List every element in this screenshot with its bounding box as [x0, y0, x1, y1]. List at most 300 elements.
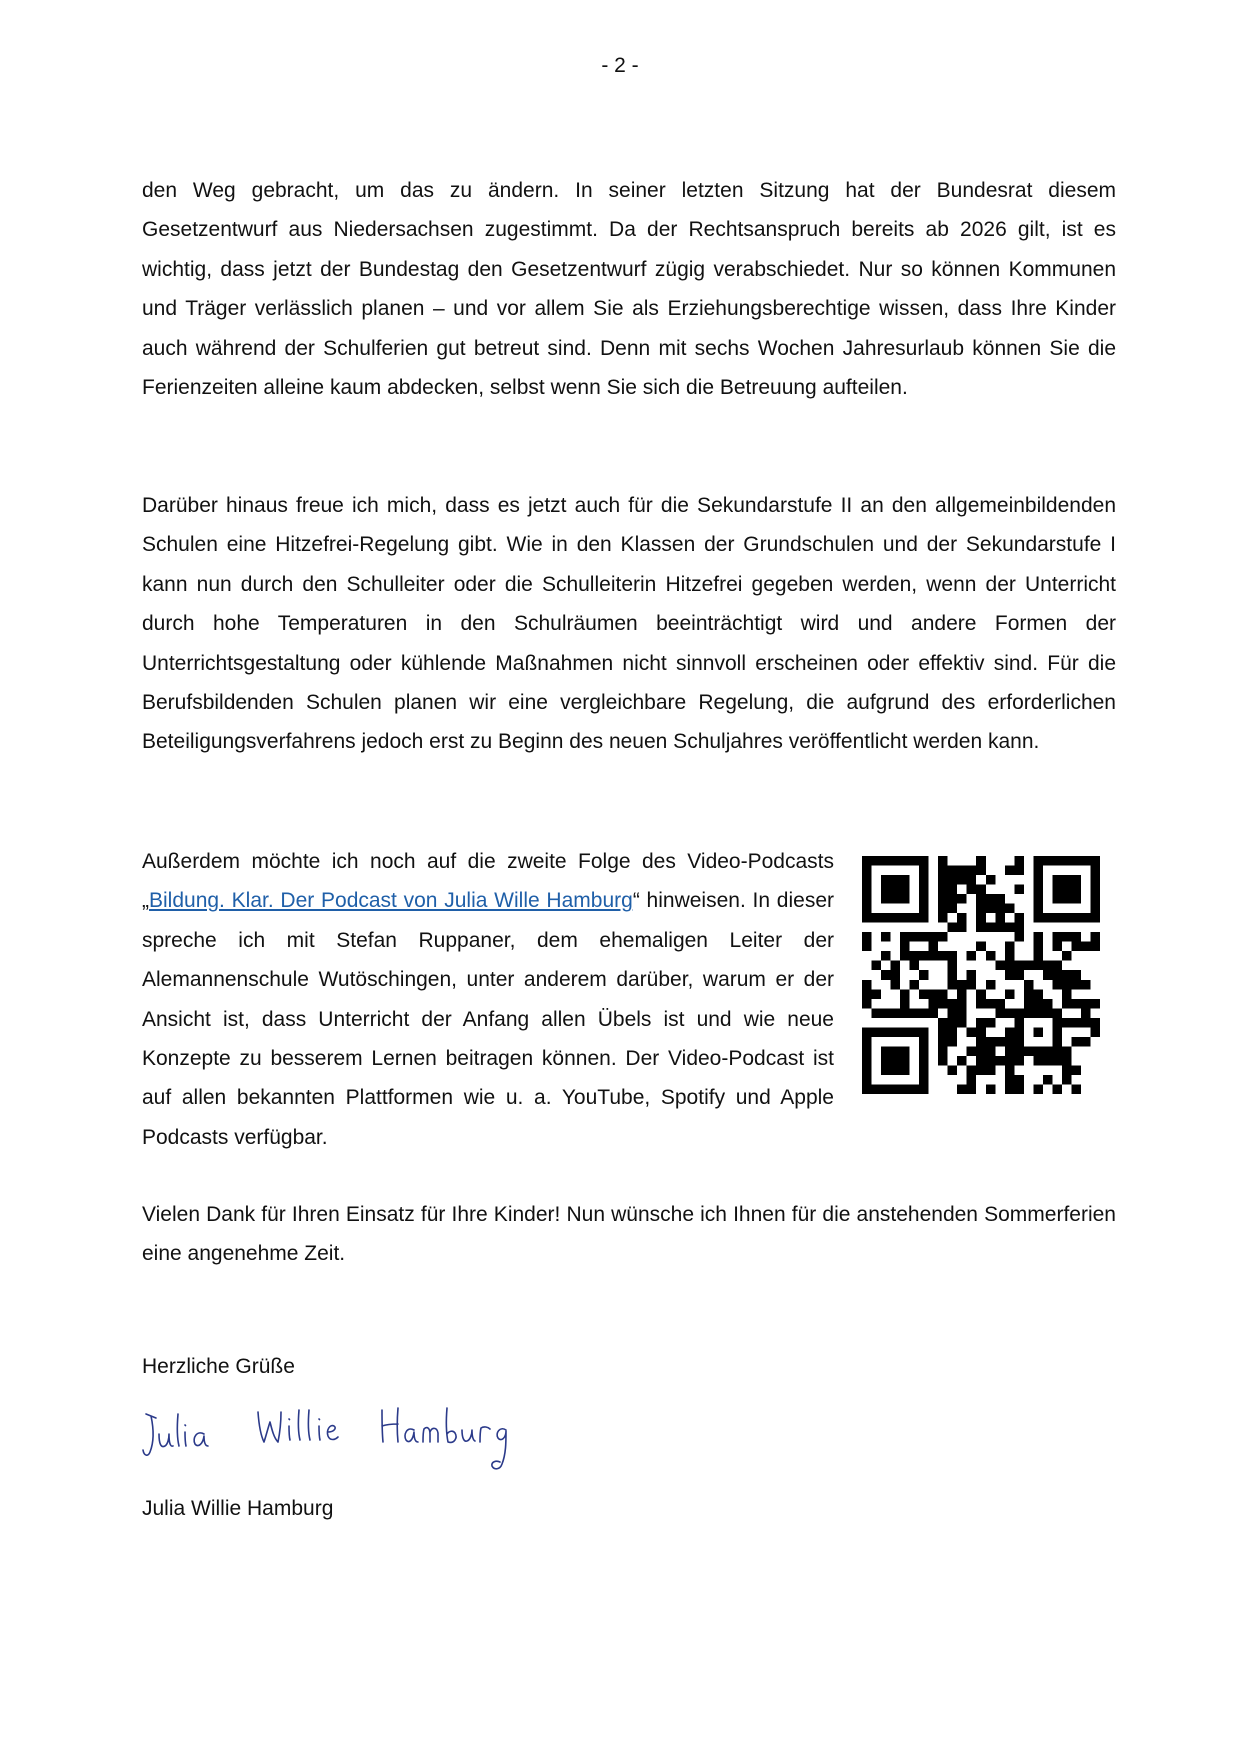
qr-module [862, 1084, 872, 1094]
qr-module [1071, 1065, 1081, 1075]
qr-module [1090, 999, 1100, 1009]
qr-module [1033, 961, 1043, 971]
qr-module [1033, 856, 1043, 866]
qr-module [1071, 856, 1081, 866]
qr-module [1014, 923, 1024, 933]
qr-module [938, 1027, 948, 1037]
qr-module [1052, 980, 1062, 990]
qr-module [967, 866, 977, 876]
qr-module [976, 885, 986, 895]
qr-module [948, 1037, 958, 1047]
qr-module [995, 999, 1005, 1009]
qr-module [938, 951, 948, 961]
qr-module [938, 1046, 948, 1056]
qr-module [872, 961, 882, 971]
qr-module [995, 913, 1005, 923]
qr-module [881, 1056, 891, 1066]
qr-module [1033, 894, 1043, 904]
qr-module [1043, 1046, 1053, 1056]
qr-module [881, 913, 891, 923]
qr-module [1014, 1037, 1024, 1047]
qr-module [1052, 875, 1062, 885]
qr-module [976, 894, 986, 904]
qr-module [1052, 894, 1062, 904]
qr-module [919, 1065, 929, 1075]
qr-module [891, 961, 901, 971]
qr-module [1090, 1027, 1100, 1037]
qr-module [862, 1046, 872, 1056]
qr-module [900, 999, 910, 1009]
qr-module [1052, 942, 1062, 952]
qr-module [1062, 1065, 1072, 1075]
qr-module [1062, 951, 1072, 961]
qr-module [891, 1008, 901, 1018]
qr-module [957, 980, 967, 990]
qr-module [1052, 1056, 1062, 1066]
qr-module [986, 894, 996, 904]
qr-module [995, 904, 1005, 914]
qr-module [986, 875, 996, 885]
qr-module [1052, 970, 1062, 980]
qr-module [967, 1065, 977, 1075]
qr-module [1033, 1046, 1043, 1056]
qr-module [1024, 980, 1034, 990]
closing-greeting: Herzliche Grüße [142, 1355, 295, 1378]
qr-module [862, 885, 872, 895]
qr-module [948, 1027, 958, 1037]
qr-module [948, 1065, 958, 1075]
qr-module [1014, 1075, 1024, 1085]
qr-module [1043, 1075, 1053, 1085]
qr-module [976, 1018, 986, 1028]
qr-module [1071, 875, 1081, 885]
qr-module [891, 913, 901, 923]
qr-module [948, 961, 958, 971]
qr-module [1033, 875, 1043, 885]
qr-module [1071, 885, 1081, 895]
qr-module [1081, 1018, 1091, 1028]
qr-module [948, 885, 958, 895]
qr-module [1014, 1027, 1024, 1037]
qr-module [976, 904, 986, 914]
qr-module [1014, 1084, 1024, 1094]
qr-module [872, 1008, 882, 1018]
qr-module [872, 989, 882, 999]
qr-module [948, 923, 958, 933]
qr-module [938, 1037, 948, 1047]
qr-module [910, 1008, 920, 1018]
qr-module [1081, 856, 1091, 866]
qr-module [995, 1037, 1005, 1047]
qr-module [1014, 1046, 1024, 1056]
qr-module [891, 980, 901, 990]
qr-module [1090, 932, 1100, 942]
qr-module [1090, 913, 1100, 923]
qr-module [948, 866, 958, 876]
qr-module [1014, 856, 1024, 866]
qr-module [881, 875, 891, 885]
qr-module [1052, 885, 1062, 895]
qr-module [1081, 980, 1091, 990]
qr-module [900, 913, 910, 923]
qr-module [929, 942, 939, 952]
qr-module [1071, 1018, 1081, 1028]
qr-module [976, 923, 986, 933]
qr-module [938, 856, 948, 866]
qr-module [891, 1084, 901, 1094]
paragraph-hitzefrei: Darüber hinaus freue ich mich, dass es jetzt auch für die Sekundarstufe II an den allgemeinbildenden Schulen eine Hitzefrei-Regelung gibt. Wie in den Klassen der Grundschulen und der Sekundarstufe I kann nun durch den Schulleiter oder die Schulleiterin Hitzefrei gegeben werden, wenn der Unterricht durch hohe Temperaturen in den Schulräumen beeinträchtigt wird und andere Formen der Unterrichtsgestaltung oder kühlende Maßnahmen nicht sinnvoll erscheinen oder effektiv sind. Für die Berufsbildenden Schulen planen wir eine vergleichbare Regelung, die aufgrund des erforderlichen Beteiligungsverfahrens jedoch erst zu Beginn des neuen Schuljahres veröffentlicht werden kann. [142, 494, 1116, 754]
qr-module [1071, 999, 1081, 1009]
qr-module [957, 875, 967, 885]
qr-module [891, 856, 901, 866]
qr-module [1024, 1008, 1034, 1018]
qr-module [1033, 885, 1043, 895]
qr-module [881, 1046, 891, 1056]
qr-module [919, 1075, 929, 1085]
qr-module [1005, 904, 1015, 914]
qr-module [1081, 999, 1091, 1009]
qr-module [948, 875, 958, 885]
qr-module [948, 1008, 958, 1018]
qr-module [957, 999, 967, 1009]
qr-module [938, 932, 948, 942]
qr-module [1090, 942, 1100, 952]
qr-module [976, 1065, 986, 1075]
qr-module [881, 856, 891, 866]
qr-module [957, 1056, 967, 1066]
qr-module [910, 980, 920, 990]
qr-module [976, 1027, 986, 1037]
qr-module [1062, 1046, 1072, 1056]
qr-module [862, 1056, 872, 1066]
qr-module [1005, 989, 1015, 999]
qr-module [1071, 913, 1081, 923]
qr-module [948, 999, 958, 1009]
qr-module [1033, 1084, 1043, 1094]
qr-module [976, 1046, 986, 1056]
qr-module [862, 904, 872, 914]
qr-module [919, 913, 929, 923]
qr-module [1043, 961, 1053, 971]
qr-module [986, 1084, 996, 1094]
qr-module [1005, 1027, 1015, 1037]
qr-module [967, 951, 977, 961]
qr-module [900, 894, 910, 904]
qr-module [1071, 970, 1081, 980]
qr-module [919, 1037, 929, 1047]
qr-module [938, 989, 948, 999]
qr-module [967, 1075, 977, 1085]
qr-module [1062, 856, 1072, 866]
qr-module [986, 1037, 996, 1047]
qr-module [1071, 980, 1081, 990]
qr-module [1071, 942, 1081, 952]
qr-module [1062, 970, 1072, 980]
qr-module [919, 885, 929, 895]
qr-module [910, 1027, 920, 1037]
handwritten-signature [142, 1400, 572, 1480]
qr-module [910, 932, 920, 942]
qr-module [872, 1084, 882, 1094]
qr-module [976, 942, 986, 952]
qr-module [995, 1056, 1005, 1066]
qr-module [900, 951, 910, 961]
qr-module [957, 866, 967, 876]
qr-module [862, 989, 872, 999]
qr-module [881, 894, 891, 904]
qr-module [1062, 885, 1072, 895]
qr-module [1071, 1037, 1081, 1047]
podcast-text-before: Außerdem möchte ich noch auf die zweite Folge des Video-Podcasts „ [142, 850, 834, 913]
qr-module [881, 970, 891, 980]
qr-module [1062, 932, 1072, 942]
qr-module [938, 885, 948, 895]
qr-module [995, 961, 1005, 971]
qr-module [1062, 875, 1072, 885]
qr-module [919, 1056, 929, 1066]
qr-module [862, 1065, 872, 1075]
qr-module [919, 989, 929, 999]
qr-module [910, 856, 920, 866]
qr-module [1033, 942, 1043, 952]
qr-module [1081, 1008, 1091, 1018]
qr-module [967, 980, 977, 990]
qr-module [919, 875, 929, 885]
qr-module [891, 875, 901, 885]
qr-module [1024, 989, 1034, 999]
qr-module [1043, 1056, 1053, 1066]
qr-module [1033, 989, 1043, 999]
qr-module [881, 1084, 891, 1094]
qr-module [1005, 1065, 1015, 1075]
qr-module [929, 999, 939, 1009]
qr-module [872, 913, 882, 923]
qr-module [995, 1008, 1005, 1018]
podcast-link[interactable]: Bildung. Klar. Der Podcast von Julia Wille Hamburg [149, 889, 633, 913]
qr-module [1005, 942, 1015, 952]
qr-module [891, 894, 901, 904]
qr-module [1090, 885, 1100, 895]
qr-module [1043, 999, 1053, 1009]
qr-module [986, 951, 996, 961]
qr-module [1014, 1018, 1024, 1028]
qr-module [948, 951, 958, 961]
qr-code-icon[interactable] [862, 856, 1100, 1094]
qr-module [1052, 913, 1062, 923]
qr-module [976, 866, 986, 876]
qr-module [938, 875, 948, 885]
qr-module [862, 1037, 872, 1047]
qr-module [881, 885, 891, 895]
qr-module [1005, 866, 1015, 876]
signer-name: Julia Willie Hamburg [142, 1497, 334, 1520]
qr-module [1014, 932, 1024, 942]
qr-module [919, 1084, 929, 1094]
qr-module [1033, 904, 1043, 914]
qr-module [881, 932, 891, 942]
qr-module [929, 951, 939, 961]
qr-module [862, 1027, 872, 1037]
qr-module [986, 980, 996, 990]
qr-module [1024, 1046, 1034, 1056]
qr-module [938, 1056, 948, 1066]
qr-module [1090, 856, 1100, 866]
qr-module [881, 1027, 891, 1037]
qr-module [967, 1046, 977, 1056]
qr-module [919, 1008, 929, 1018]
qr-module [881, 1065, 891, 1075]
qr-module [948, 904, 958, 914]
qr-module [1090, 866, 1100, 876]
qr-module [1052, 1084, 1062, 1094]
qr-module [910, 913, 920, 923]
qr-module [1062, 913, 1072, 923]
qr-module [910, 961, 920, 971]
qr-module [967, 1027, 977, 1037]
qr-module [986, 1046, 996, 1056]
qr-module [919, 1027, 929, 1037]
qr-module [900, 989, 910, 999]
paragraph-kita-betreuung: den Weg gebracht, um das zu ändern. In seiner letzten Sitzung hat der Bundesrat diesem Gesetzentwurf aus Niedersachsen zugestimmt. Da der Rechtsanspruch bereits ab 2026 gilt, ist es wichtig, dass jetzt der Bundestag den Gesetzentwurf zügig verabschiedet. Nur so können Kommunen und Träger verlässlich planen – und vor allem Sie als Erziehungsberechtige wissen, dass Ihre Kinder auch während der Schulferien gut betreut sind. Denn mit sechs Wochen Jahresurlaub können Sie die Ferienzeiten alleine kaum abdecken, selbst wenn Sie sich die Betreuung aufteilen. [142, 179, 1116, 400]
qr-module [1090, 875, 1100, 885]
qr-module [919, 1046, 929, 1056]
qr-module [976, 1056, 986, 1066]
qr-module [1090, 1018, 1100, 1028]
qr-module [986, 923, 996, 933]
paragraph-podcast [142, 842, 834, 1157]
qr-module [1052, 961, 1062, 971]
qr-module [891, 970, 901, 980]
qr-module [929, 989, 939, 999]
qr-module [957, 989, 967, 999]
qr-module [1052, 1018, 1062, 1028]
qr-module [1014, 885, 1024, 895]
qr-module [1014, 913, 1024, 923]
qr-module [862, 913, 872, 923]
qr-module [1062, 1056, 1072, 1066]
qr-module [919, 932, 929, 942]
qr-module [1033, 913, 1043, 923]
qr-module [986, 1065, 996, 1075]
qr-module [862, 894, 872, 904]
qr-module [900, 932, 910, 942]
qr-module [1005, 951, 1015, 961]
qr-module [1062, 999, 1072, 1009]
qr-module [929, 1008, 939, 1018]
qr-module [910, 951, 920, 961]
qr-module [919, 951, 929, 961]
qr-module [862, 999, 872, 1009]
qr-module [938, 866, 948, 876]
qr-module [1033, 999, 1043, 1009]
qr-module [1071, 932, 1081, 942]
qr-module [1043, 1008, 1053, 1018]
qr-module [1052, 932, 1062, 942]
qr-module [967, 1084, 977, 1094]
qr-module [900, 1056, 910, 1066]
qr-module [976, 856, 986, 866]
qr-module [1014, 866, 1024, 876]
qr-module [900, 1065, 910, 1075]
qr-module [1071, 894, 1081, 904]
qr-module [1043, 970, 1053, 980]
qr-module [862, 1075, 872, 1085]
qr-module [1081, 1037, 1091, 1047]
qr-module [1062, 894, 1072, 904]
qr-module [1062, 1018, 1072, 1028]
qr-module [986, 904, 996, 914]
qr-module [1052, 1037, 1062, 1047]
qr-module [938, 1018, 948, 1028]
qr-module [967, 885, 977, 895]
qr-module [910, 1084, 920, 1094]
qr-module [919, 970, 929, 980]
qr-module [1033, 1027, 1043, 1037]
paragraph-thanks: Vielen Dank für Ihren Einsatz für Ihre Kinder! Nun wünsche ich Ihnen für die anstehenden Sommerferien eine angenehme Zeit. [142, 1203, 1116, 1266]
qr-module [986, 999, 996, 1009]
qr-module [919, 856, 929, 866]
qr-module [1014, 961, 1024, 971]
qr-module [1052, 1046, 1062, 1056]
qr-module [1081, 913, 1091, 923]
qr-module [1005, 970, 1015, 980]
qr-module [1081, 942, 1091, 952]
qr-module [919, 866, 929, 876]
qr-module [891, 1027, 901, 1037]
qr-module [900, 1008, 910, 1018]
qr-module [986, 1056, 996, 1066]
podcast-text-after: “ hinweisen. In dieser spreche ich mit Stefan Ruppaner, dem ehemaligen Leiter der Alemannenschule Wutöschingen, unter anderem darüber, warum er der Ansicht ist, dass Unterricht der Anfang allen Übels ist und wie neue Konzepte zu besserem Lernen beitragen können. Der Video-Podcast ist auf allen bekannten Plattformen wie u. a. YouTube, Spotify und Apple Podcasts verfügbar. [142, 889, 834, 1149]
qr-module [1033, 866, 1043, 876]
qr-module [1005, 1046, 1015, 1056]
qr-module [1071, 1084, 1081, 1094]
qr-module [1014, 1008, 1024, 1018]
qr-module [1052, 856, 1062, 866]
qr-module [976, 989, 986, 999]
qr-module [938, 999, 948, 1009]
qr-module [1005, 1084, 1015, 1094]
qr-module [948, 970, 958, 980]
qr-module [919, 894, 929, 904]
qr-module [976, 1037, 986, 1047]
qr-module [1052, 1008, 1062, 1018]
qr-module [1043, 913, 1053, 923]
qr-module [900, 856, 910, 866]
qr-module [957, 1018, 967, 1028]
qr-module [957, 923, 967, 933]
qr-module [1033, 932, 1043, 942]
qr-module [900, 1027, 910, 1037]
qr-module [891, 1046, 901, 1056]
qr-module [1033, 1056, 1043, 1066]
qr-module [948, 894, 958, 904]
qr-module [948, 980, 958, 990]
qr-module [1062, 1075, 1072, 1085]
qr-module [891, 1056, 901, 1066]
qr-module [919, 904, 929, 914]
qr-module [872, 1027, 882, 1037]
qr-module [1043, 856, 1053, 866]
qr-module [881, 951, 891, 961]
qr-module [938, 913, 948, 923]
qr-module [948, 1018, 958, 1028]
qr-module [1090, 904, 1100, 914]
qr-module [995, 894, 1005, 904]
qr-module [1090, 894, 1100, 904]
qr-module [976, 999, 986, 1009]
qr-module [957, 894, 967, 904]
qr-module [1033, 1008, 1043, 1018]
